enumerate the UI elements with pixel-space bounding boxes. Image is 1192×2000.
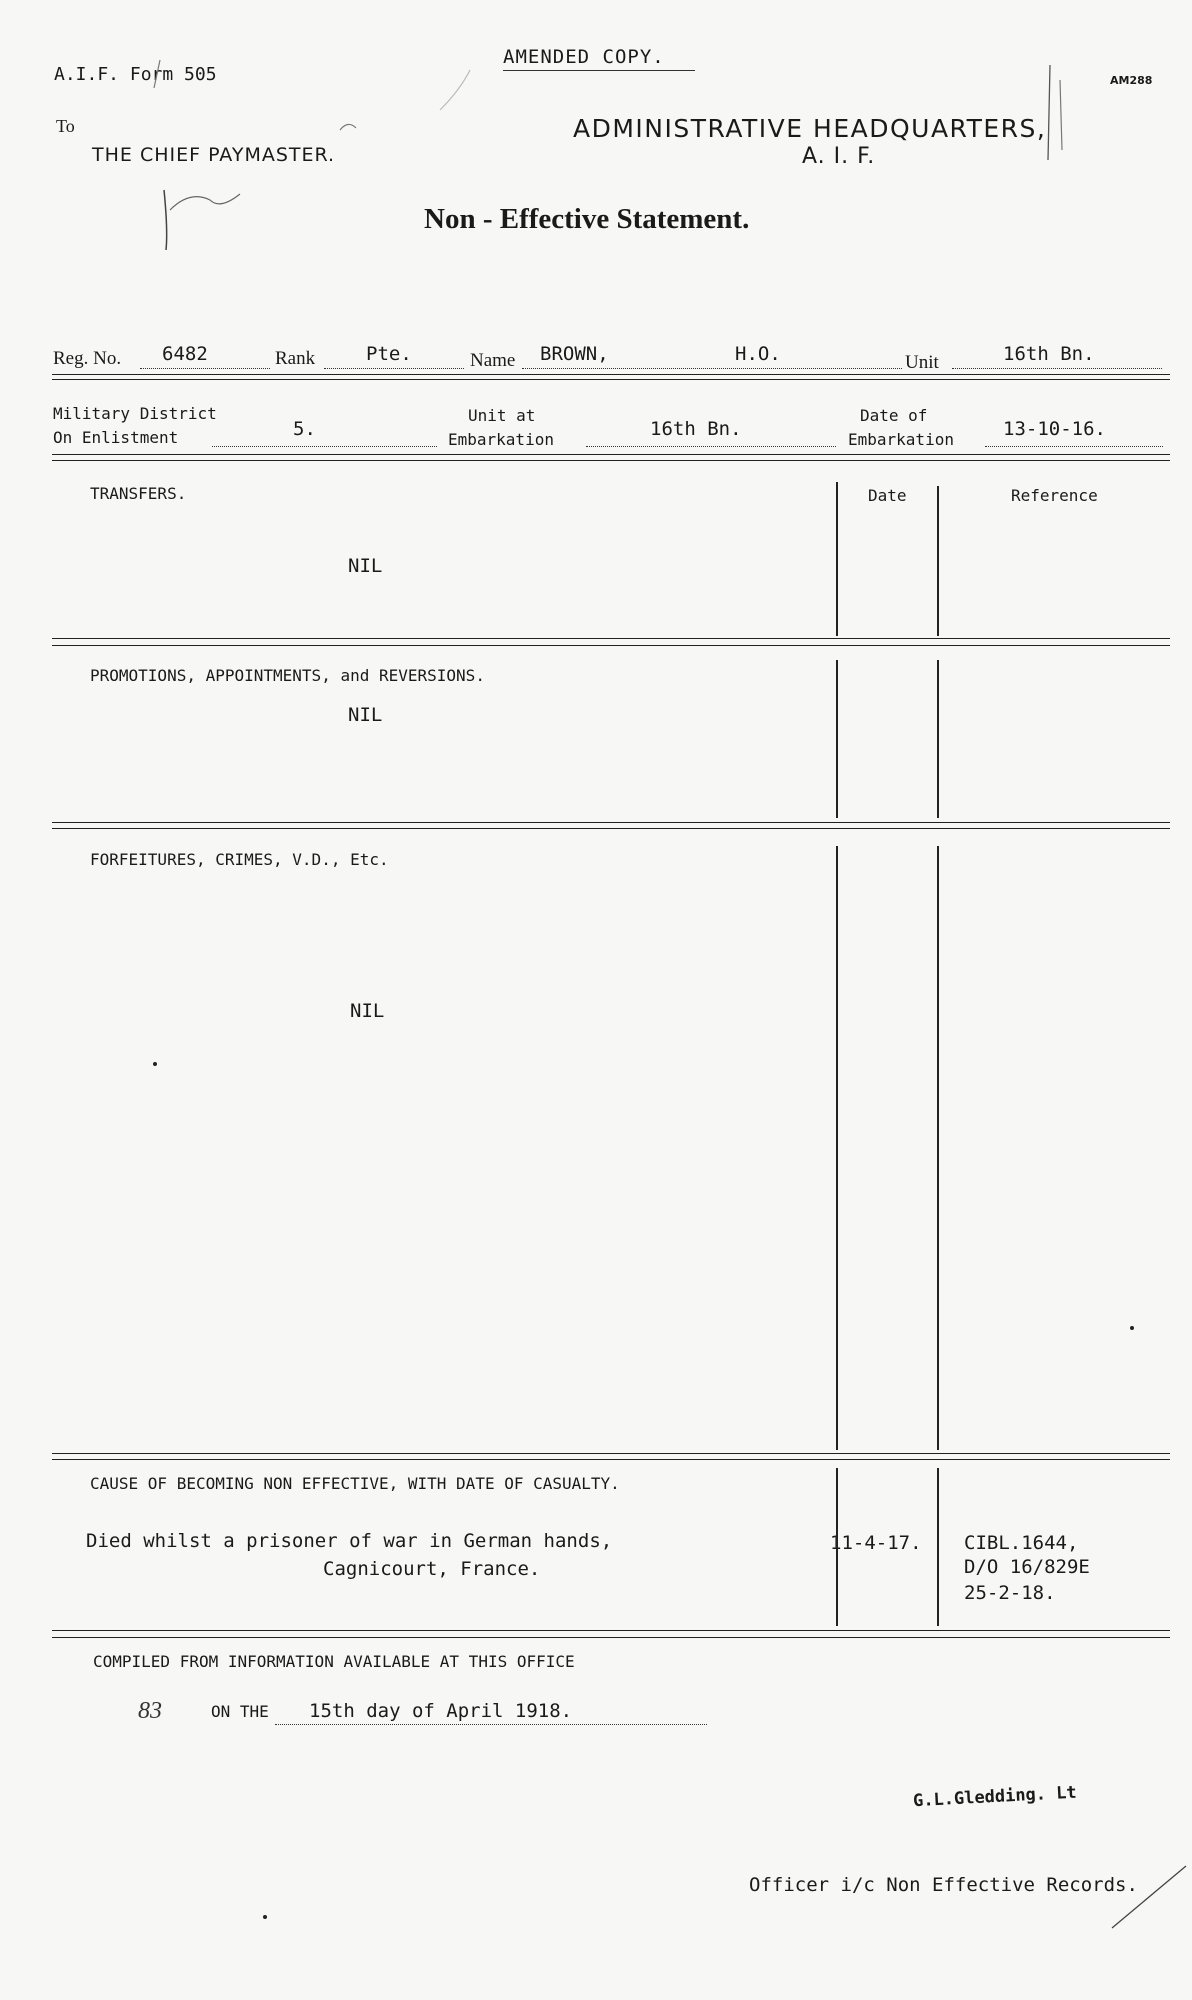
ue-value: 16th Bn. xyxy=(650,418,742,440)
clerk-initials: 83 xyxy=(138,1698,162,1724)
date-column-rule xyxy=(836,660,838,818)
cause-line-1: Died whilst a prisoner of war in German hands, xyxy=(86,1530,613,1552)
reference-column-rule xyxy=(937,486,939,636)
reg-no-dots xyxy=(140,368,270,369)
addressee: THE CHIEF PAYMASTER. xyxy=(92,144,336,166)
rule xyxy=(52,1637,1170,1638)
date-column-rule xyxy=(836,1468,838,1626)
surname-value: BROWN, xyxy=(540,343,609,365)
reg-no-value: 6482 xyxy=(162,343,208,365)
reference-1: CIBL.1644, xyxy=(964,1532,1079,1554)
unit-label: Unit xyxy=(905,352,939,373)
reference-column-rule xyxy=(937,660,939,818)
transfers-value: NIL xyxy=(348,555,383,577)
rank-label: Rank xyxy=(275,348,316,369)
reference-column-rule xyxy=(937,1468,939,1626)
md-value: 5. xyxy=(293,418,316,440)
date-dots xyxy=(275,1724,707,1725)
amended-copy-stamp: AMENDED COPY. xyxy=(503,46,665,68)
reference-2: D/O 16/829E xyxy=(964,1556,1090,1578)
initials-value: H.O. xyxy=(735,343,781,365)
amended-underline xyxy=(503,70,695,71)
compiled-date: 15th day of April 1918. xyxy=(309,1700,573,1722)
officer-title: Officer i/c Non Effective Records. xyxy=(749,1874,1138,1896)
ue-dots xyxy=(586,446,836,447)
de-label-2: Embarkation xyxy=(848,430,954,449)
de-dots xyxy=(985,446,1163,447)
ue-label-2: Embarkation xyxy=(448,430,554,449)
md-label-1: Military District xyxy=(53,404,217,423)
rule xyxy=(52,1453,1170,1454)
rule xyxy=(52,638,1170,639)
compiled-line: COMPILED FROM INFORMATION AVAILABLE AT THIS OFFICE xyxy=(93,1652,575,1671)
md-dots xyxy=(212,446,437,447)
cause-line-2: Cagnicourt, France. xyxy=(323,1558,541,1580)
ue-label-1: Unit at xyxy=(468,406,536,425)
de-label-1: Date of xyxy=(860,406,928,425)
document-title: Non - Effective Statement. xyxy=(424,203,750,235)
reg-no-label: Reg. No. xyxy=(53,348,122,369)
hq-line-1: ADMINISTRATIVE HEADQUARTERS, xyxy=(573,114,1047,143)
de-value: 13-10-16. xyxy=(1003,418,1106,440)
rule xyxy=(52,822,1170,823)
reference-column-rule xyxy=(937,846,939,1450)
name-dots xyxy=(522,368,902,369)
reference-3: 25-2-18. xyxy=(964,1582,1056,1604)
unit-dots xyxy=(952,368,1162,369)
casualty-date: 11-4-17. xyxy=(830,1532,922,1554)
date-column-header: Date xyxy=(868,486,907,505)
on-the-label: ON THE xyxy=(211,1702,269,1721)
rule xyxy=(52,454,1170,455)
to-label: To xyxy=(56,116,75,136)
name-label: Name xyxy=(470,350,516,371)
transfers-heading: TRANSFERS. xyxy=(90,484,187,503)
unit-value: 16th Bn. xyxy=(1003,343,1095,365)
rank-dots xyxy=(324,368,464,369)
rule xyxy=(52,645,1170,646)
rule xyxy=(52,828,1170,829)
rule xyxy=(52,1459,1170,1460)
ink-speck xyxy=(1130,1326,1134,1330)
signature-stroke-icon xyxy=(1108,1862,1188,1932)
handwritten-mark-icon xyxy=(1040,60,1110,180)
promotions-heading: PROMOTIONS, APPOINTMENTS, and REVERSIONS. xyxy=(90,666,485,685)
rank-value: Pte. xyxy=(366,343,412,365)
hq-line-2: A. I. F. xyxy=(802,144,876,169)
handwritten-scribble-icon xyxy=(150,40,510,250)
promotions-value: NIL xyxy=(348,704,383,726)
rule xyxy=(52,460,1170,461)
date-column-rule xyxy=(836,846,838,1450)
form-code: AM288 xyxy=(1110,74,1153,87)
rule xyxy=(52,374,1170,375)
date-column-rule xyxy=(836,482,838,636)
ink-speck xyxy=(153,1062,157,1066)
forfeitures-value: NIL xyxy=(350,1000,385,1022)
form-number: A.I.F. Form 505 xyxy=(54,64,217,85)
forfeitures-heading: FORFEITURES, CRIMES, V.D., Etc. xyxy=(90,850,389,869)
rule xyxy=(52,379,1170,380)
rule xyxy=(52,1630,1170,1631)
ink-speck xyxy=(263,1915,267,1919)
md-label-2: On Enlistment xyxy=(53,428,179,447)
officer-signature: G.L.Gledding. Lt xyxy=(912,1782,1078,1812)
reference-column-header: Reference xyxy=(1011,486,1098,505)
cause-heading: CAUSE OF BECOMING NON EFFECTIVE, WITH DATE OF CASUALTY. xyxy=(90,1474,620,1493)
